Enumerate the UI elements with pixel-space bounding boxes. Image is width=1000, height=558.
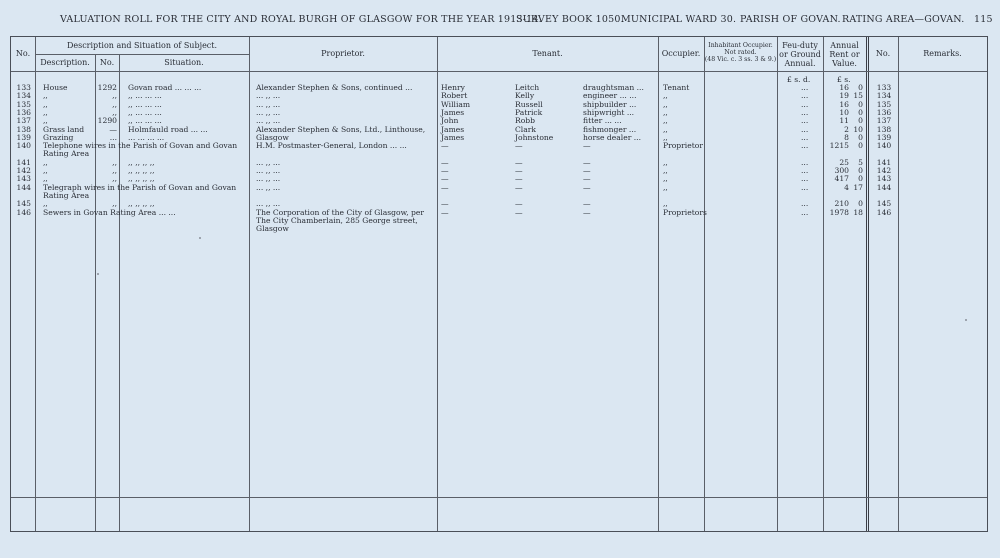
cell-occ-t: shipwright ...: [583, 107, 635, 117]
cell-ts: —: [515, 174, 523, 184]
cell-prop: Alexander Stephen & Sons, continued ...: [256, 83, 413, 92]
cell-prop: Alexander Stephen & Sons, Ltd., Linthouse,: [256, 124, 426, 134]
cell-no2: 143: [876, 174, 892, 184]
roll-title: VALUATION ROLL FOR THE CITY AND ROYAL BURGH OF GLASGOW FOR THE YEAR 1913-14.: [60, 14, 542, 25]
cell-tf: —: [441, 141, 449, 151]
cell-no2: 145: [876, 199, 892, 209]
cell-prop: The City Chamberlain, 285 George street,: [256, 215, 418, 225]
footer-rule: [11, 497, 987, 498]
cell-occ: ,,: [663, 157, 668, 167]
cell-prop: ... ,, ...: [256, 116, 281, 126]
cell-prop: Glasgow: [256, 132, 289, 142]
cell-occ: ,,: [663, 166, 668, 175]
cell-rent-l: 300: [834, 166, 849, 175]
cell-rent-s: 0: [858, 174, 863, 184]
cell-num: ,,: [112, 199, 117, 209]
cell-feu: ...: [801, 116, 809, 126]
cell-rent-s: 15: [853, 91, 863, 101]
cell-feu: ...: [801, 99, 809, 109]
cell-rent-s: 0: [858, 141, 863, 151]
cell-rent-l: 8: [844, 132, 849, 142]
cell-ts: Clark: [515, 124, 536, 134]
cell-num: ,,: [112, 174, 117, 184]
cell-no2: 137: [876, 116, 892, 126]
page-header: [60, 14, 993, 28]
cell-no2: 144: [876, 182, 892, 192]
cell-rent-l: 16: [839, 99, 849, 109]
cell-prop: ... ,, ...: [256, 174, 281, 184]
cell-rent-s: 17: [853, 182, 863, 192]
cell-tf: —: [441, 182, 449, 192]
cell-no: 143: [16, 174, 31, 184]
cell-feu: ...: [801, 174, 809, 184]
cell-tf: John: [441, 116, 459, 126]
header-rule: [11, 71, 987, 72]
cell-occ-t: —: [583, 141, 591, 151]
cell-desc: ,,: [43, 199, 48, 209]
cell-num: ...: [109, 132, 117, 142]
cell-feu: ...: [801, 207, 809, 217]
cell-occ: ,,: [663, 107, 668, 117]
cell-no: 138: [16, 124, 31, 134]
cell-desc: Rating Area: [43, 190, 90, 200]
cell-rent-l: 210: [834, 199, 849, 209]
cell-ts: —: [515, 199, 523, 209]
cell-tf: —: [441, 174, 449, 184]
cell-occ-t: engineer ... ...: [583, 91, 637, 101]
cell-ts: —: [515, 157, 523, 167]
cell-num: ,,: [112, 107, 117, 117]
cell-occ-t: shipbuilder ...: [583, 99, 637, 109]
cell-ts: Kelly: [515, 91, 535, 101]
cell-no2: 136: [876, 107, 892, 117]
rating-area: RATING AREA—GOVAN.: [842, 14, 965, 25]
cell-no2: 139: [876, 132, 892, 142]
cell-desc: ,,: [43, 99, 48, 109]
cell-rent-l: 16: [839, 83, 849, 92]
cell-prop: ... ,, ...: [256, 157, 281, 167]
cell-occ-t: —: [583, 166, 591, 175]
cell-ts: Leitch: [515, 83, 540, 92]
survey-book: SURVEY BOOK 1050.: [516, 14, 624, 25]
cell-occ: ,,: [663, 99, 668, 109]
cell-num: —: [109, 124, 117, 134]
cell-no: 141: [16, 157, 31, 167]
cell-tf: —: [441, 166, 449, 175]
cell-ts: Patrick: [515, 107, 543, 117]
cell-occ: ,,: [663, 182, 668, 192]
table-row: [11, 224, 987, 233]
header-feu-duty: Feu-duty or Ground Annual.: [779, 41, 821, 68]
cell-rent-l: 1215: [829, 141, 849, 151]
cell-num: ,,: [112, 157, 117, 167]
cell-no: 146: [16, 207, 31, 217]
cell-feu: ...: [801, 107, 809, 117]
cell-feu: ...: [801, 91, 809, 101]
cell-no2: 133: [876, 83, 892, 92]
cell-tf: —: [441, 207, 449, 217]
cell-ts: Robb: [515, 116, 536, 126]
cell-num: 1290: [97, 116, 117, 126]
cell-rent-l: 417: [834, 174, 849, 184]
cell-num: ,,: [112, 166, 117, 175]
cell-ts: —: [515, 166, 523, 175]
cell-sit: ,, ,, ,, ,,: [128, 157, 155, 167]
cell-rent-l: 2: [844, 124, 849, 134]
cell-tf: James: [441, 124, 465, 134]
cell-ts: Russell: [515, 99, 543, 109]
cell-feu: ...: [801, 124, 809, 134]
cell-occ-t: —: [583, 182, 591, 192]
cell-tf: —: [441, 199, 449, 209]
feu-units: £ s. d.: [787, 75, 811, 84]
cell-feu: ...: [801, 83, 809, 92]
cell-tf: William: [441, 99, 471, 109]
cell-occ-t: —: [583, 174, 591, 184]
cell-rent-l: 4: [844, 182, 849, 192]
cell-sit: ,, ,, ,, ,,: [128, 166, 155, 175]
cell-rent-s: 0: [858, 132, 863, 142]
cell-tf: Henry: [441, 83, 465, 92]
cell-desc: Telegraph wires in the Parish of Govan and Govan: [43, 182, 237, 192]
paper-speck: [965, 319, 967, 321]
cell-occ-t: —: [583, 199, 591, 209]
cell-rent-l: 1978: [829, 207, 849, 217]
cell-rent-l: 10: [839, 107, 849, 117]
cell-ts: Johnstone: [515, 132, 554, 142]
cell-no2: 140: [876, 141, 892, 151]
cell-occ: ,,: [663, 116, 668, 126]
cell-rent-s: 5: [858, 157, 863, 167]
cell-tf: Robert: [441, 91, 468, 101]
cell-occ: ,,: [663, 199, 668, 209]
cell-ts: —: [515, 207, 523, 217]
cell-occ-t: —: [583, 207, 591, 217]
cell-occ: ,,: [663, 132, 668, 142]
cell-prop: H.M. Postmaster-General, London ... ...: [256, 141, 407, 151]
cell-rent-s: 0: [858, 116, 863, 126]
cell-rent-s: 0: [858, 199, 863, 209]
header-proprietor: Proprietor.: [321, 49, 365, 58]
header-description-group: Description and Situation of Subject.: [66, 41, 218, 50]
cell-occ-t: horse dealer ...: [583, 132, 641, 142]
header-inhabitant-occupier: Inhabitant Occupier. Not rated. (48 Vic. c. 3 ss. 3 & 9.): [704, 42, 777, 63]
cell-no: 134: [16, 91, 31, 101]
cell-tf: James: [441, 107, 465, 117]
cell-sit: ,, ... ... ...: [128, 107, 162, 117]
cell-no2: 146: [876, 207, 892, 217]
header-situation: Situation.: [164, 58, 204, 67]
header-desc-no: No.: [99, 58, 115, 67]
cell-no: 139: [16, 132, 31, 142]
cell-prop: Glasgow: [256, 224, 289, 234]
cell-occ: Proprietor: [663, 141, 703, 151]
cell-sit: ... ... ... ...: [128, 132, 165, 142]
cell-no: 136: [16, 107, 31, 117]
cell-desc: ,,: [43, 166, 48, 175]
cell-rent-s: 0: [858, 107, 863, 117]
cell-tf: James: [441, 132, 465, 142]
valuation-table: [10, 36, 988, 532]
cell-no: 133: [16, 83, 31, 92]
cell-sit: Govan road ... ... ...: [128, 83, 202, 92]
cell-occ: ,,: [663, 174, 668, 184]
cell-sit: ,, ... ... ...: [128, 116, 162, 126]
cell-desc: Telephone wires in the Parish of Govan and Govan: [43, 141, 238, 151]
cell-desc: Grass land: [43, 124, 85, 134]
cell-feu: ...: [801, 132, 809, 142]
header-no: No.: [15, 49, 31, 58]
cell-no: 144: [16, 182, 31, 192]
cell-prop: ... ,, ...: [256, 99, 281, 109]
cell-no: 142: [16, 166, 31, 175]
cell-feu: ...: [801, 166, 809, 175]
cell-no2: 135: [876, 99, 892, 109]
cell-ts: —: [515, 182, 523, 192]
cell-sit: ,, ... ... ...: [128, 99, 162, 109]
cell-num: ,,: [112, 99, 117, 109]
cell-desc: ,,: [43, 91, 48, 101]
cell-feu: ...: [801, 157, 809, 167]
cell-desc: ,,: [43, 174, 48, 184]
cell-feu: ...: [801, 199, 809, 209]
cell-prop: ... ,, ...: [256, 166, 281, 175]
cell-sit: Holmfauld road ... ...: [128, 124, 208, 134]
cell-desc: ,,: [43, 116, 48, 126]
header-description: Description.: [40, 58, 90, 67]
cell-no2: 142: [876, 166, 892, 175]
cell-occ-t: fishmonger ...: [583, 124, 637, 134]
cell-no: 140: [16, 141, 31, 151]
header-occupier: Occupier.: [661, 49, 701, 58]
cell-rent-s: 0: [858, 83, 863, 92]
cell-prop: The Corporation of the City of Glasgow, per: [256, 207, 425, 217]
municipal-ward: MUNICIPAL WARD 30.: [621, 14, 737, 25]
cell-feu: ...: [801, 182, 809, 192]
cell-no: 135: [16, 99, 31, 109]
cell-desc: Grazing: [43, 132, 74, 142]
cell-sit: ,, ,, ,, ,,: [128, 199, 155, 209]
cell-prop: ... ,, ...: [256, 107, 281, 117]
cell-no2: 138: [876, 124, 892, 134]
cell-prop: ... ,, ...: [256, 182, 281, 192]
cell-rent-s: 0: [858, 99, 863, 109]
cell-occ: ,,: [663, 124, 668, 134]
header-remarks: Remarks.: [923, 49, 962, 58]
cell-sit: ,, ,, ,, ,,: [128, 174, 155, 184]
cell-desc: ,,: [43, 157, 48, 167]
cell-prop: ... ,, ...: [256, 91, 281, 101]
cell-rent-l: 19: [839, 91, 849, 101]
cell-rent-l: 11: [839, 116, 849, 126]
cell-sit: ,, ... ... ...: [128, 91, 162, 101]
cell-desc: House: [43, 83, 68, 92]
cell-prop: ... ,, ...: [256, 199, 281, 209]
cell-rent-s: 10: [853, 124, 863, 134]
cell-occ-t: —: [583, 157, 591, 167]
header-subrule: [35, 54, 249, 55]
header-annual-rent: Annual Rent or Value.: [829, 41, 860, 68]
cell-no: 145: [16, 199, 31, 209]
header-tenant: Tenant.: [532, 49, 563, 58]
paper-speck: [97, 273, 99, 275]
cell-feu: ...: [801, 141, 809, 151]
parish: PARISH OF GOVAN.: [740, 14, 841, 25]
page-number: 115: [974, 14, 993, 25]
cell-occ: Proprietors: [663, 207, 707, 217]
cell-ts: —: [515, 141, 523, 151]
cell-no2: 141: [876, 157, 892, 167]
rent-units: £ s.: [837, 75, 851, 84]
cell-rent-s: 0: [858, 166, 863, 175]
cell-desc: Sewers in Govan Rating Area ... ...: [43, 207, 176, 217]
cell-num: 1292: [97, 83, 117, 92]
cell-tf: —: [441, 157, 449, 167]
paper-speck: [199, 237, 201, 239]
header-no-2: No.: [875, 49, 891, 58]
cell-no2: 134: [876, 91, 892, 101]
cell-occ: Tenant: [663, 83, 690, 92]
cell-rent-l: 25: [839, 157, 849, 167]
cell-occ-t: fitter ... ...: [583, 116, 622, 126]
cell-desc: ,,: [43, 107, 48, 117]
cell-no: 137: [16, 116, 31, 126]
cell-num: ,,: [112, 91, 117, 101]
cell-rent-s: 18: [853, 207, 863, 217]
cell-occ-t: draughtsman ...: [583, 83, 644, 92]
cell-desc: Rating Area: [43, 149, 90, 159]
cell-occ: ,,: [663, 91, 668, 101]
